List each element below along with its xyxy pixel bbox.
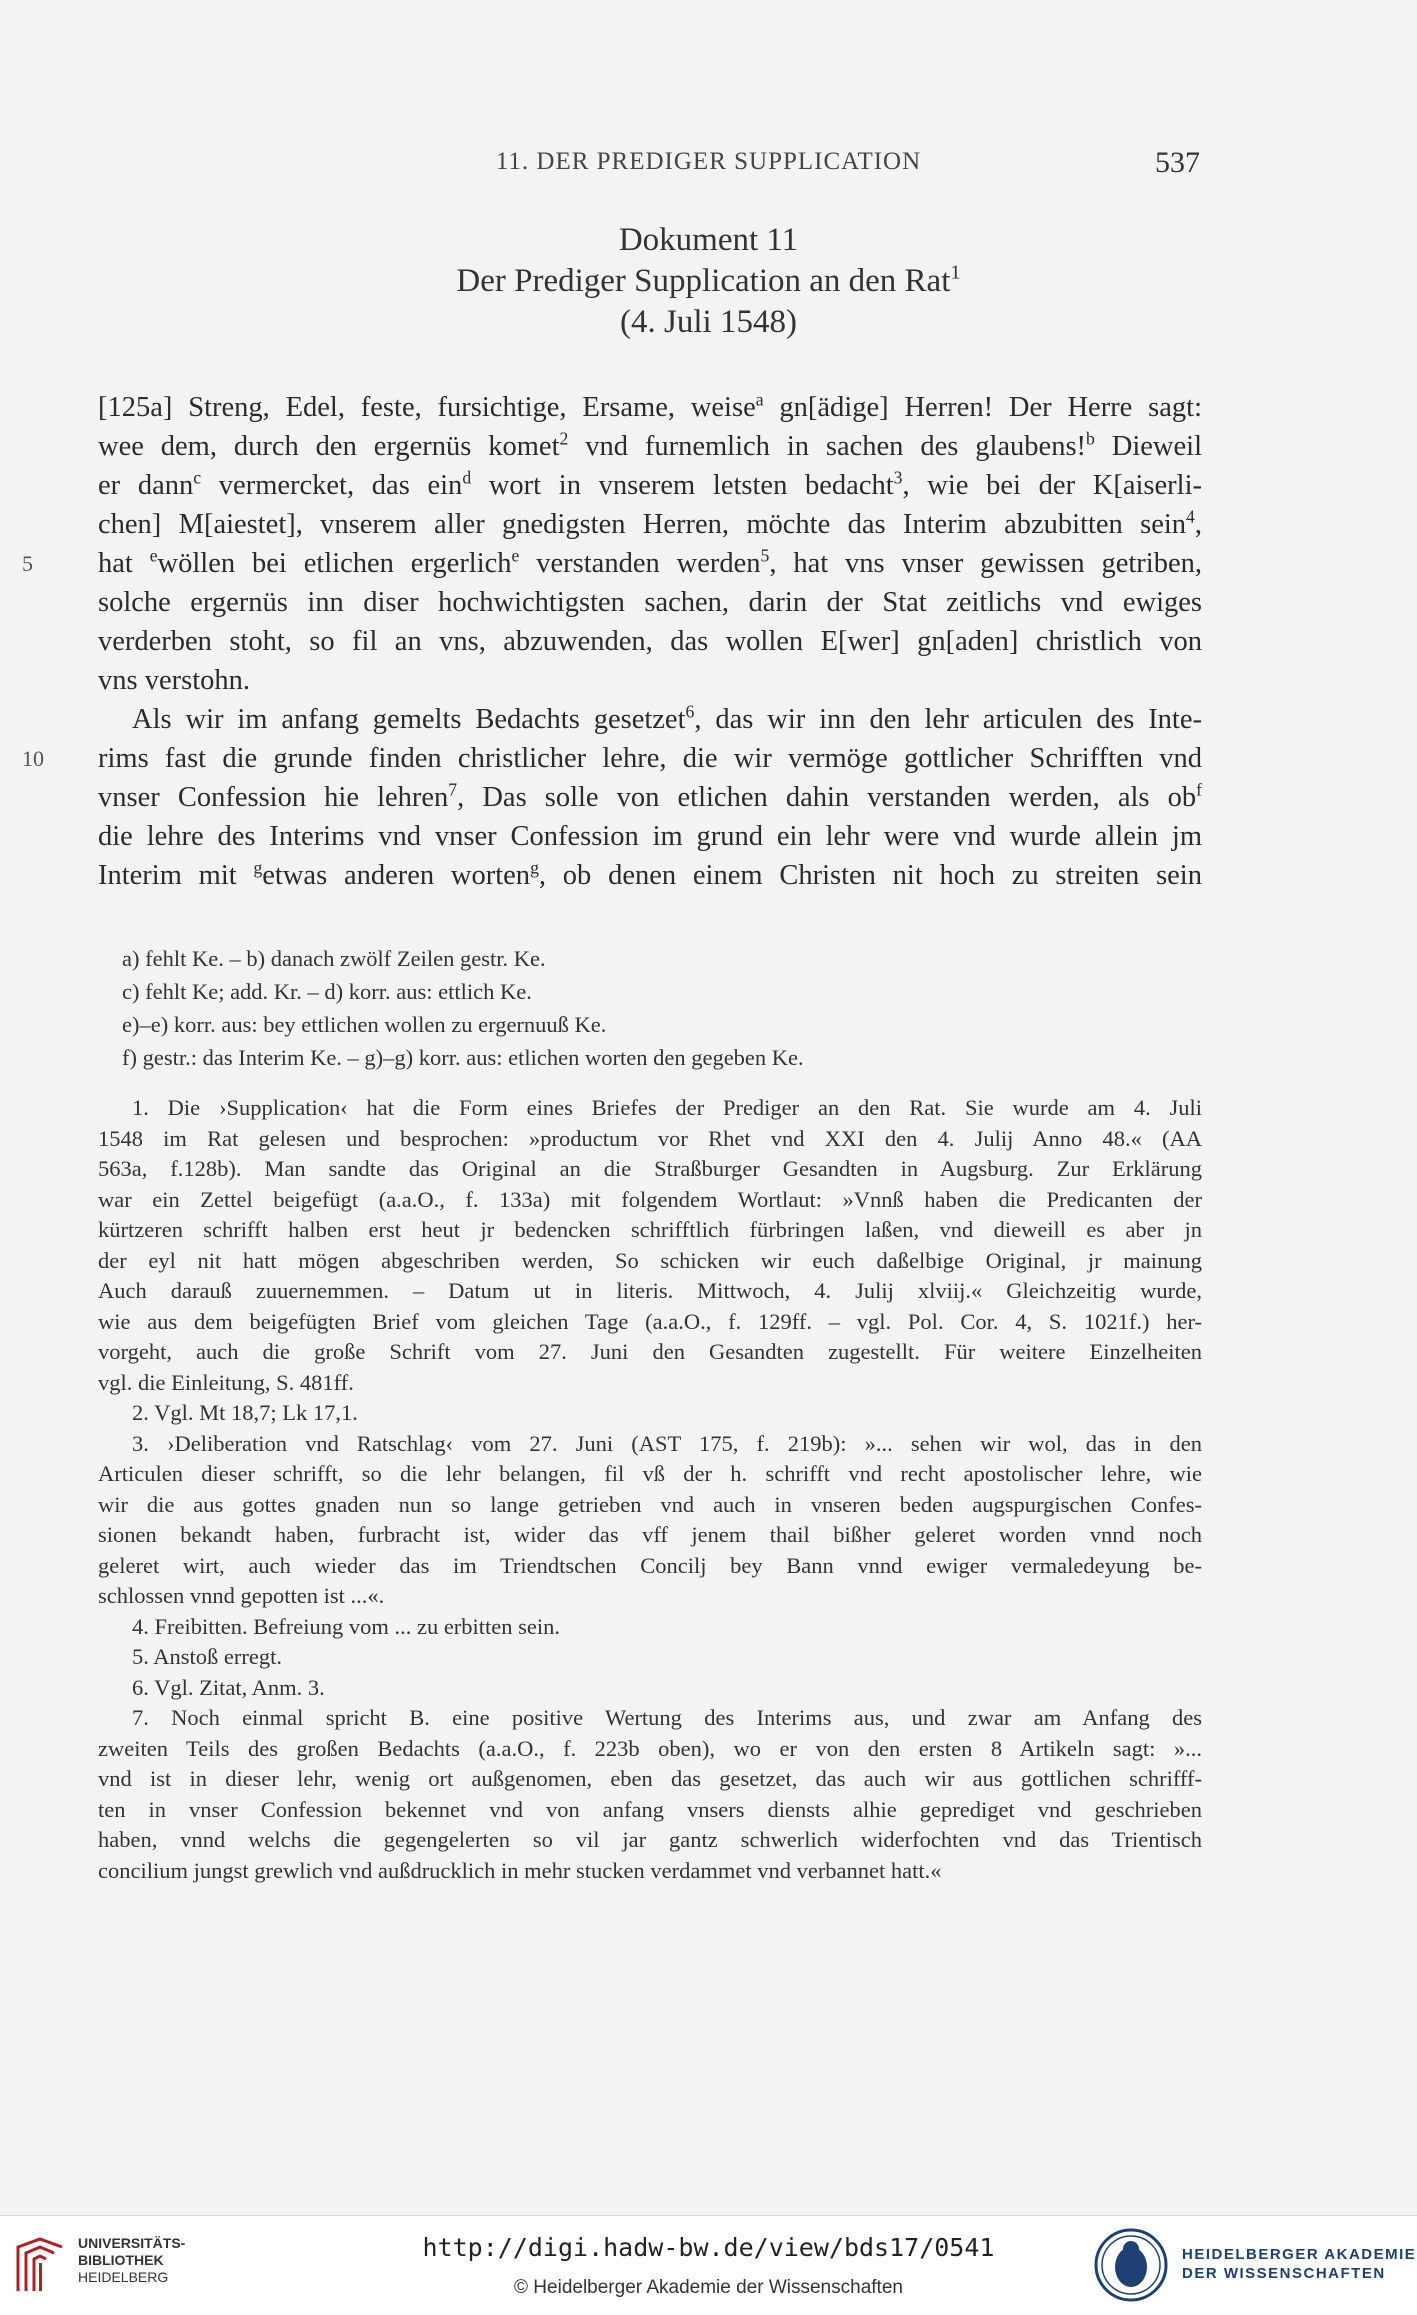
line-number: 5 [22, 551, 33, 576]
footnote-line: sionen bekandt haben, furbracht ist, wider das vff jenem thail bißher geleret worden vnnd noch [98, 1522, 1202, 1547]
apparatus-note: a) fehlt Ke. – b) danach zwölf Zeilen gestr. Ke. [122, 946, 546, 971]
text-line: 5 hat $^e$wöllen bei etlichen ergerlich$^e$ verstanden werden$^5$, hat vns vnser gewissen getriben, [98, 544, 1202, 583]
text-line: vns verstohn. [98, 665, 250, 696]
viewer-footer [0, 2215, 1417, 2315]
footnote-line: Articulen dieser schrifft, so die lehr belangen, fil vß der h. schrifft vnd recht apostolischer lehre, wie [98, 1461, 1202, 1486]
footnote-line: 3. ›Deliberation vnd Ratschlag‹ vom 27. Juni (AST 175, f. 219b): »... sehen wir wol, das in den [132, 1430, 1202, 1456]
apparatus-ref: c [193, 467, 202, 488]
running-head: 11. DER PREDIGER SUPPLICATION [495, 148, 922, 175]
title-line-2-text: Der Prediger Supplication an den Rat [456, 263, 951, 299]
footnote-line: schlossen vnnd gepotten ist ...«. [98, 1583, 385, 1608]
text-line: solche ergernüs inn diser hochwichtigsten sachen, darin der Stat zeitlichs vnd ewiges [98, 587, 1202, 618]
footer-divider [0, 2215, 1417, 2216]
apparatus-ref: d [462, 467, 472, 488]
text-line: wee dem, durch den ergernüs komet$^2$ vnd furnemlich in sachen des glaubens!$^b$ Dieweil [98, 428, 1202, 462]
academy-name-line: DER WISSENSCHAFTEN [1182, 2265, 1386, 2282]
text-line: er dann$^c$ vermercket, das ein$^d$ wort in vnserem letsten bedacht$^3$, wie bei der K[aiserli- [98, 467, 1202, 501]
footnote-ref: 6 [685, 701, 695, 722]
text-line: [125a] Streng, Edel, feste, fursichtige, Ersame, weise$^a$ gn[ädige] Herren! Der Herre sagt: [98, 389, 1203, 423]
footnote-line: 1548 im Rat gelesen und besprochen: »productum vor Rhet vnd XXI den 4. Julij Anno 48.« (AA [98, 1125, 1202, 1151]
text-line: 10 rims fast die grunde finden christlicher lehre, die wir vermöge gottlicher Schrifften vnd [98, 739, 1202, 778]
explanatory-footnotes [98, 1093, 1202, 1886]
permalink-url[interactable]: http://digi.hadw-bw.de/view/bds17/0541 [422, 2233, 995, 2262]
copyright-notice: © Heidelberger Akademie der Wissenschaften [514, 2277, 903, 2298]
apparatus-ref: b [1086, 428, 1095, 449]
ub-name-line: UNIVERSITÄTS- [78, 2235, 186, 2251]
footnote-line: 563a, f.128b). Man sandte das Original an die Straßburger Gesandten in Augsburg. Zur Erklärung [98, 1156, 1202, 1181]
text-line: chen] M[aiestet], vnserem aller gnedigsten Herren, möchte das Interim abzubitten sein$^4$, [98, 506, 1202, 540]
page-number: 537 [1155, 146, 1200, 179]
footnote-ref: 7 [448, 779, 458, 800]
textual-apparatus [122, 942, 1202, 1074]
text-line: vnser Confession hie lehren$^7$, Das solle von etlichen dahin verstanden werden, als $ob^f$ [98, 779, 1202, 813]
footnote-line: ten in vnser Confession bekennet vnd von anfang vnsers diensts alhie geprediget vnd geschrieben [98, 1796, 1202, 1822]
footnote-ref: 1 [950, 261, 961, 284]
title-line-2 [0, 261, 1417, 302]
apparatus-note: c) fehlt Ke; add. Kr. – d) korr. aus: ettlich Ke. [122, 979, 532, 1004]
academy-seal-icon[interactable] [1093, 2227, 1169, 2303]
footnote-line: vgl. die Einleitung, S. 481ff. [98, 1369, 354, 1395]
footnote-ref: 4 [1186, 506, 1195, 527]
footnote-line: 6. Vgl. Zitat, Anm. 3. [132, 1674, 325, 1700]
apparatus-ref: g [530, 857, 539, 878]
footnote-line: zweiten Teils des großen Bedachts (a.a.O., f. 223b oben), wo er von den ersten 8 Artikeln sagt: »... [98, 1735, 1202, 1761]
apparatus-ref: e [149, 545, 158, 566]
footnote-line: geleret wirt, auch wieder das im Triendtschen Concilj bey Bann vnnd ewiger vermaledeyung be- [98, 1552, 1202, 1578]
footnote-line: concilium jungst grewlich vnd außdrucklich in mehr stucken verdammet vnd verbannet hatt.« [98, 1857, 942, 1883]
text-line: Als wir im anfang gemelts Bedachts gesetzet$^6$, das wir inn den lehr articulen des Inte- [132, 701, 1202, 735]
footnote-line: haben, vnnd welchs die gegengelerten so vil jar gantz schwerlich widerfochten vnd das Trientisch [98, 1827, 1202, 1852]
title-line-1: Dokument 11 [618, 222, 799, 258]
footnote-line: vorgeht, auch die große Schrift vom 27. Juni den Gesandten zugestellt. Für weitere Einzelheiten [98, 1339, 1202, 1364]
footnote-line: 7. Noch einmal spricht B. eine positive Wertung des Interims aus, und zwar am Anfang des [132, 1705, 1202, 1730]
footnote-line: war ein Zettel beigefügt (a.a.O., f. 133a) mit folgendem Wortlaut: »Vnnß haben die Predicanten der [98, 1186, 1202, 1212]
apparatus-note: f) gestr.: das Interim Ke. – g)–g) korr. aus: etlichen worten den gegeben Ke. [122, 1045, 804, 1070]
ub-name-line: BIBLIOTHEK [78, 2252, 164, 2268]
footnote-line: 1. Die ›Supplication‹ hat die Form eines Briefes der Prediger an den Rat. Sie wurde am 4. Juli [132, 1095, 1202, 1120]
footnote-line: wir die aus gottes gnaden nun so lange getrieben vnd auch in vnseren beden augspurgischen Confes- [98, 1491, 1202, 1517]
apparatus-note: e)–e) korr. aus: bey ettlichen wollen zu ergernuuß Ke. [122, 1012, 607, 1037]
text-line: Interim mit $^g$etwas anderen worten$^g$, ob denen einem Christen nit hoch zu streiten sein [98, 857, 1202, 891]
document-title [0, 220, 1417, 343]
academy-name[interactable] [1182, 2245, 1416, 2283]
academy-name-line: HEIDELBERGER AKADEMIE [1182, 2246, 1417, 2263]
footnote-ref: 5 [760, 545, 770, 566]
apparatus-ref: a [755, 389, 764, 410]
text-line: die lehre des Interims vnd vnser Confession im grund ein lehr were vnd wurde allein jm [98, 821, 1202, 852]
apparatus-ref: g [253, 857, 263, 878]
footnote-ref: 3 [893, 467, 903, 488]
main-text [22, 388, 1203, 895]
ub-name-line: HEIDELBERG [78, 2269, 169, 2285]
footnote-line: wie aus dem beigefügten Brief vom gleichen Tage (a.a.O., f. 129ff. – vgl. Pol. Cor. 4, S. 1021f.) her- [98, 1308, 1202, 1334]
footnote-line: der eyl nit hatt mögen abgeschriben werden, So schicken wir euch daßelbige Original, jr mainung [98, 1247, 1202, 1273]
title-line-3: (4. Juli 1548) [620, 304, 797, 340]
line-number: 10 [22, 746, 44, 771]
apparatus-ref: e [511, 545, 520, 566]
footnote-line: Auch darauß zuuernemmen. – Datum ut in literis. Mittwoch, 4. Julij xlviij.« Gleichzeitig wurde, [98, 1278, 1202, 1303]
footnote-ref: 2 [559, 428, 569, 449]
footnote-line: vnd ist in dieser lehr, wenig ort außgenomen, eben das gesetzet, das auch wir aus gottlichen schrifff- [98, 1766, 1202, 1791]
footnote-line: 5. Anstoß erregt. [132, 1644, 282, 1669]
footnote-line: 2. Vgl. Mt 18,7; Lk 17,1. [132, 1400, 358, 1425]
footnote-line: kürtzeren schrifft halben erst heut jr bedencken schrifftlich fürbringen laßen, vnd dieweill es aber jn [98, 1217, 1202, 1242]
apparatus-ref: f [1196, 779, 1202, 800]
footnote-line: 4. Freibitten. Befreiung vom ... zu erbitten sein. [132, 1613, 561, 1639]
text-line: verderben stoht, so fil an vns, abzuwenden, das wollen E[wer] gn[aden] christlich von [98, 626, 1202, 657]
